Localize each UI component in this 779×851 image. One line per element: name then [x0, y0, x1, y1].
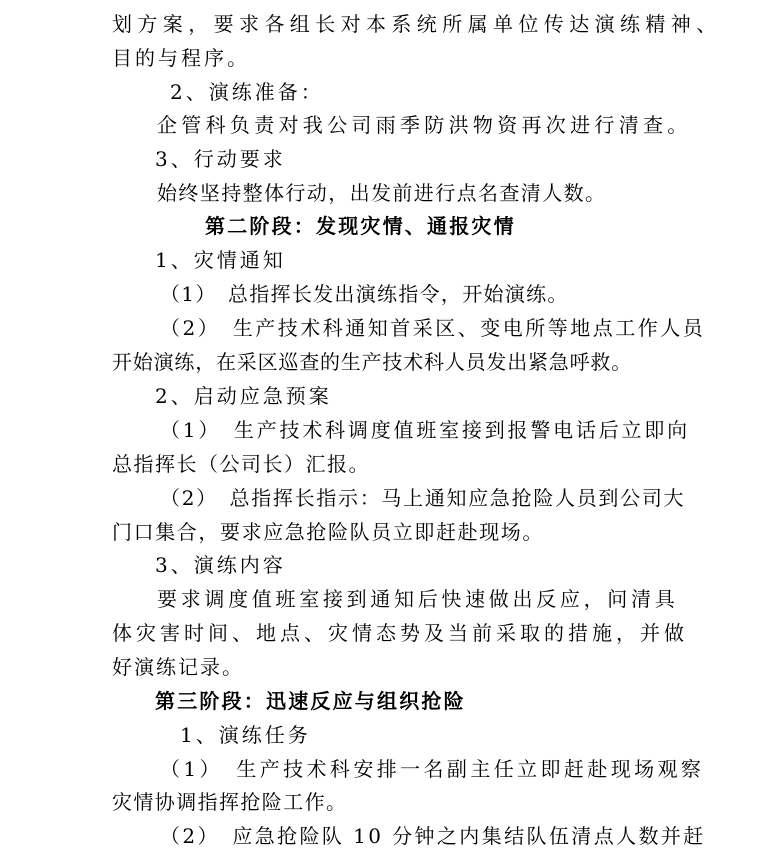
- item-heading: 3、行动要求: [155, 147, 286, 171]
- stage-heading: 第二阶段：发现灾情、通报灾情: [205, 214, 516, 238]
- sub-item: （1） 生产技术科安排一名副主任立即赶赴现场观察: [160, 757, 705, 781]
- body-text-line: 始终坚持整体行动，出发前进行点名查清人数。: [157, 181, 607, 205]
- body-text-line: 开始演练，在采区巡查的生产技术科人员发出紧急呼救。: [112, 350, 632, 374]
- body-text-line: 要求调度值班室接到通知后快速做出反应，问清具: [157, 587, 679, 611]
- item-heading: 3、演练内容: [155, 553, 286, 577]
- sub-item: （2） 总指挥长指示：马上通知应急抢险人员到公司大: [160, 486, 686, 510]
- sub-item: （1） 总指挥长发出演练指令，开始演练。: [160, 282, 569, 306]
- sub-item: （1） 生产技术科调度值班室接到报警电话后立即向: [160, 418, 690, 442]
- item-heading: 1、演练任务: [180, 723, 311, 747]
- body-text-line: 门口集合，要求应急抢险队员立即赶赴现场。: [112, 520, 544, 544]
- item-heading: 1、灾情通知: [155, 248, 286, 272]
- body-text-line: 目的与程序。: [112, 46, 250, 70]
- item-heading: 2、启动应急预案: [155, 384, 332, 408]
- item-heading: 2、演练准备：: [170, 80, 324, 104]
- body-text-line: 体灾害时间、地点、灾情态势及当前采取的措施，并做: [112, 621, 688, 645]
- sub-item: （2） 生产技术科通知首采区、变电所等地点工作人员: [160, 316, 706, 340]
- body-text-line: 总指挥长（公司长）汇报。: [112, 452, 370, 476]
- body-text-line: 划方案，要求各组长对本系统所属单位传达演练精神、: [112, 12, 722, 36]
- stage-heading: 第三阶段：迅速反应与组织抢险: [155, 689, 466, 713]
- body-text-line: 企管科负责对我公司雨季防洪物资再次进行清查。: [157, 113, 692, 137]
- body-text-line: 好演练记录。: [112, 655, 244, 679]
- sub-item: （2） 应急抢险队 10 分钟之内集结队伍清点人数并赶: [160, 824, 706, 848]
- body-text-line: 灾情协调指挥抢险工作。: [112, 790, 348, 814]
